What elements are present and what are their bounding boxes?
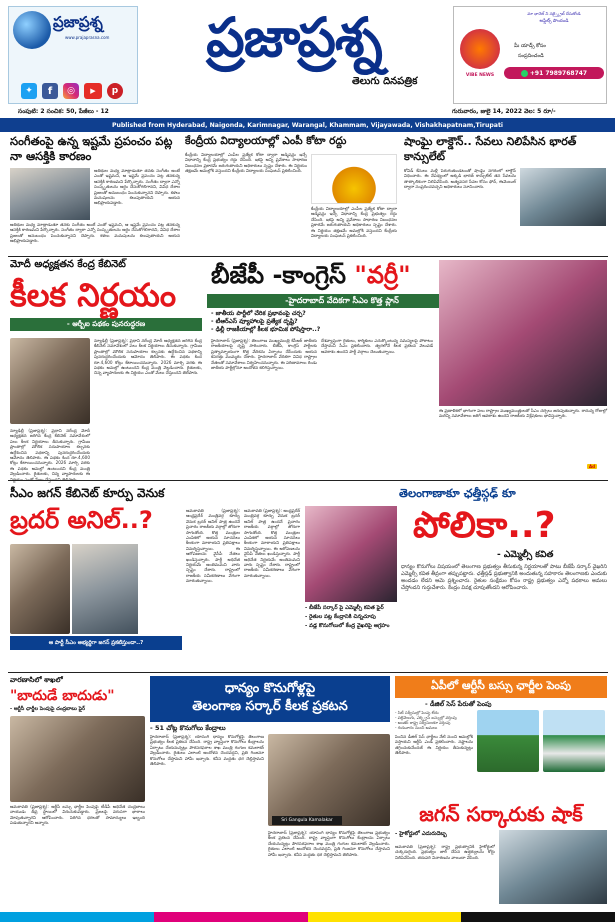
- shock-sub: - హైకోర్టులో ఎదురుదెబ్బ: [395, 831, 447, 837]
- cb-kicker: వారణాసిలో శాఖలో: [10, 676, 63, 684]
- cmyk-magenta: [154, 912, 308, 922]
- kavitha-bullet: - బీజేపీ సర్కార్ పై ఎమ్మెల్సీ కవిత ఫైర్: [305, 605, 384, 611]
- lead-title-left: బీజేపీ -కాంగ్రెస్: [211, 261, 346, 289]
- kavitha-bullet: - వడ్ల కొనుగోలులో కేంద్ర వైఖరిపై ఆగ్రహం: [305, 623, 390, 629]
- grain-name-tag: [272, 816, 342, 825]
- kavitha-kicker: తెలంగాణాకూ ఛత్తీస్గఢ్ కూ: [399, 486, 516, 500]
- jagan-photo-2: [72, 544, 138, 634]
- kavitha-bullet: - రైతుల పట్ల కేంద్రానికి చిన్నచూపు: [305, 614, 376, 620]
- masthead-title: ప్రజాప్రశ్న: [206, 6, 382, 69]
- story-shanghai-photo: [520, 168, 606, 226]
- story-music-photo: [10, 168, 90, 220]
- masthead-left-box: [8, 6, 138, 104]
- globe-icon: [13, 11, 51, 49]
- lead-bullet: - టీఆర్ఎస్ వ్యూహాలపై ప్రత్యేక దృష్టి?: [211, 318, 298, 325]
- cmyk-strip: [0, 912, 615, 922]
- story-kv: [185, 134, 400, 254]
- rtc-bullets: [395, 710, 473, 730]
- story-shanghai: [404, 134, 606, 254]
- cb-photo: [10, 716, 145, 802]
- cabinet-kicker: మోదీ అధ్యక్షతన కేంద్ర కేబినెట్: [10, 259, 126, 270]
- grain-body-2: హైదరాబాద్ (ప్రజాప్రశ్న): యాసంగి ధాన్యం కొనుగోళ్లపై తెలంగాణ ప్రభుత్వం కీలక ప్రకటన చేసింది. రాష్ట్ర వ్యాప్తంగా కొనుగోలు కేంద్రాలను ఏర్పాటు చేయనున్నట్లు పౌరసరఫరాల శాఖ మంత్రి గంగుల కమలాకర్ వెల్లడించారు. రైతులు ఎలాంటి ఆందోళన చెందవద్దని, ప్రతి గింజనూ కొనుగోలు చేస్తామని హామీ ఇచ్చారు. కనీస మద్దతు ధర చెల్లిస్తామని తెలిపారు.: [268, 830, 390, 857]
- divider-lower: [8, 672, 608, 673]
- bus-photo-1: [477, 710, 539, 772]
- lead-body-mid: దేశవ్యాప్తంగా రైతులు, కార్మికులు ఎదుర్కొంటున్న సమస్యలపై పోరాటం చేస్తామని సీఎం ప్రకటించారు. త్వరలోనే కీలక ప్రకటన వెలువడే అవకాశం ఉందని పార్టీ వర్గాలు చెబుతున్నాయి.: [321, 338, 433, 354]
- kavitha-body: ధాన్యం కొనుగోలు విషయంలో తెలంగాణ ప్రభుత్వం తీసుకున్న నిర్ణయాలతో పాటు బీజేపీ సర్కార్ వైఖరిని ఎమ్మెల్సీ కవిత తీవ్రంగా తప్పుపట్టారు. ఛత్తీస్గఢ్ ప్రభుత్వానికి అందుతున్న సహకారం తెలంగాణకు ఎందుకు అందడం లేదని ఆమె ప్రశ్నించారు. రైతుల సంక్షేమం కోసం రాష్ట్ర ప్రభుత్వం ఎన్నో పథకాలు అమలు చేస్తోందని గుర్తుచేశారు. కేంద్రం వివక్ష చూపుతోందని ఆరోపించారు.: [401, 564, 607, 591]
- shock-body: అమరావతి (ప్రజాప్రశ్న): రాష్ట్ర ప్రభుత్వానికి హైకోర్టులో చుక్కెదురైంది. ప్రభుత్వం జారీ చేసిన ఉత్తర్వులను కోర్టు నిలిపివేసింది. తదుపరి విచారణను వాయిదా వేసింది.: [395, 844, 495, 860]
- kavitha-byline: - ఎమ్మెల్సీ కవిత: [497, 550, 554, 560]
- logo-url: www.prajaprasna.com: [65, 35, 110, 40]
- lead-title: [211, 258, 411, 292]
- story-music-body-2: అతిథుల మధ్య మాట్లాడుతూ తనకు సంగీతం అంటే ఎంతో ఇష్టమని, ఆ ఇష్టమే ప్రపంచం పట్ల తనకున్న ఆసక్తికి కారణమని పేర్కొన్నారు. సంగీతం ద్వారా ఎన్నో సంస్కృతులను అర్థం చేసుకోగలిగానని, వివిధ దేశాల ప్రజలతో అనుబంధం పెంచుకున్నానని చెప్పారు. కళలు మనుషులను కలుపుతాయని ఆయన అభిప్రాయపడ్డారు.: [10, 222, 180, 244]
- rtc-body: పెంచిన డీజిల్ సెస్ ఛార్జీలు నేటి నుంచి అమల్లోకి వస్తాయని ఆర్టీసీ ఎండీ ప్రకటించారు. నష్టాలను తగ్గించుకునేందుకే ఈ నిర్ణయం తీసుకున్నట్లు తెలిపారు.: [395, 734, 473, 756]
- kavitha-story: [305, 484, 607, 670]
- lead-sub: -హైదరాబాద్ వేదికగా సీఎం కొత్త ప్లాన్: [285, 295, 399, 305]
- ad-line3: మీ యాడ్స్ కోసం: [514, 43, 546, 49]
- jagan-caption: ఆ పార్టీ సీఎం అభ్యర్థిగా జగన్ ప్రకటిస్తుందా..?: [48, 640, 144, 646]
- kv-logo-image: [311, 154, 397, 204]
- published-strip: [0, 118, 615, 132]
- rtc-bullet: - అంతర్ రాష్ట్ర సర్వీసులకూ వర్తింపు: [395, 720, 451, 725]
- vibe-logo-icon: [460, 29, 500, 69]
- story-music: [10, 134, 180, 254]
- lead-story: [207, 258, 607, 478]
- bus-photo-2: [543, 710, 605, 772]
- cabinet-body: న్యూఢిల్లీ (ప్రజాప్రశ్న): ప్రధాని నరేంద్ర మోదీ అధ్యక్షతన జరిగిన కేంద్ర కేబినెట్ సమావేశంలో పలు కీలక నిర్ణయాలు తీసుకున్నారు. గ్రామీణ ప్రాంతాల్లో మౌలిక సదుపాయాల కల్పనకు ఉద్దేశించిన పథకాన్ని పునరుద్ధరించేందుకు ఆమోదం తెలిపారు. ఈ పథకం కింద రూ.4,600 కోట్లు కేటాయించనున్నారు. 2026 మార్చి వరకు ఈ పథకం అమల్లో ఉంటుందని కేంద్ర మంత్రి వెల్లడించారు. రైతులకు, చిన్న వ్యాపారులకు ఈ నిర్ణయం ఎంతో మేలు చేస్తుందని తెలిపారు.: [94, 338, 202, 376]
- rtc-story: [395, 676, 607, 796]
- whatsapp-icon: [521, 70, 528, 77]
- masthead-tagline: తెలుగు దినపత్రిక: [352, 76, 418, 87]
- shock-title: జగన్ సర్కారుకు షాక్: [419, 802, 583, 826]
- jagan-title: బ్రదర్ అనిల్..?: [10, 506, 153, 534]
- lead-sub-bar: [207, 294, 477, 308]
- rtc-bullet: - పల్లెవెలుగు, ఎక్స్ప్రెస్ బస్సుల్లో వర్తింపు: [395, 715, 457, 720]
- grain-story: [150, 676, 390, 908]
- grain-body: హైదరాబాద్ (ప్రజాప్రశ్న): యాసంగి ధాన్యం కొనుగోళ్లపై తెలంగాణ ప్రభుత్వం కీలక ప్రకటన చేసింది. రాష్ట్ర వ్యాప్తంగా కొనుగోలు కేంద్రాలను ఏర్పాటు చేయనున్నట్లు పౌరసరఫరాల శాఖ మంత్రి గంగుల కమలాకర్ వెల్లడించారు. రైతులు ఎలాంటి ఆందోళన చెందవద్దని, ప్రతి గింజనూ కొనుగోలు చేస్తామని హామీ ఇచ్చారు. కనీస మద్దతు ధర చెల్లిస్తామని తెలిపారు.: [150, 734, 264, 767]
- cmyk-black: [461, 912, 615, 922]
- story-kv-body-2: కేంద్రీయ విద్యాలయాల్లో ఎంపీల ప్రత్యేక కోటా ద్వారా అడ్మిషన్లు ఇచ్చే విధానాన్ని కేంద్ర ప్రభుత్వం రద్దు చేసింది. ఇకపై అన్ని ప్రవేశాలు సాధారణ నిబంధనల ప్రకారమే జరుగుతాయని అధికారులు స్పష్టం చేశారు. ఈ నిర్ణయం తక్షణమే అమల్లోకి వస్తుందని కేంద్రీయ విద్యాలయ సంఘటన్ ప్రకటించింది.: [311, 206, 397, 239]
- instagram-icon[interactable]: ◎: [63, 83, 79, 99]
- cmyk-yellow: [308, 912, 462, 922]
- facebook-icon[interactable]: f: [42, 83, 58, 99]
- masthead-ad: [453, 6, 607, 104]
- ad-line2: అప్డేట్స్ పొందండి: [539, 19, 569, 24]
- ad-line1: మా ఛానెల్ ని సబ్స్క్రైబ్ చేసుకోండి: [527, 11, 581, 16]
- divider-top: [8, 256, 608, 257]
- story-kv-body: కేంద్రీయ విద్యాలయాల్లో ఎంపీల ప్రత్యేక కోటా ద్వారా అడ్మిషన్లు ఇచ్చే విధానాన్ని కేంద్ర ప్రభుత్వం రద్దు చేసింది. ఇకపై అన్ని ప్రవేశాలు సాధారణ నిబంధనల ప్రకారమే జరుగుతాయని అధికారులు స్పష్టం చేశారు. ఈ నిర్ణయం తక్షణమే అమల్లోకి వస్తుందని కేంద్రీయ విద్యాలయ సంఘటన్ ప్రకటించింది.: [185, 152, 307, 174]
- lead-photo: [439, 260, 607, 406]
- cb-body: అమరావతి (ప్రజాప్రశ్న): ఆర్టీసీ బస్సు ఛార్జీల పెంపుపై టీడీపీ అధినేత చంద్రబాబు నాయుడు తీవ్ర స్థాయిలో విరుచుకుపడ్డారు. ప్రజలపై వరుసగా భారాలు మోపుతున్నారని ఆరోపించారు. పెరిగిన ధరలతో సామాన్యులు ఇబ్బంది పడుతున్నారని అన్నారు.: [10, 804, 145, 826]
- cb-title: "బాదుడే బాదుడు": [10, 688, 115, 704]
- grain-title: తెలంగాణ సర్కార్ కీలక ప్రకటన: [192, 699, 348, 714]
- grain-name: Sri Gangula Kamalakar: [281, 818, 333, 823]
- ad-phone-number: +91 7989768747: [529, 69, 588, 77]
- rtc-bullet: - సిటీ సర్వీసుల్లో పెంపు లేదు: [395, 710, 439, 715]
- lead-bullets: [211, 310, 381, 334]
- divider-mid: [8, 480, 608, 481]
- grain-photo: [268, 734, 390, 826]
- cabinet-photo: [10, 338, 90, 424]
- story-shanghai-body: కోవిడ్ కేసులు మళ్లీ పెరుగుతుండటంతో షాంఘై నగరంలో లాక్డౌన్ విధించారు. ఈ నేపథ్యంలో అక్కడి భారత్ కాన్సులేట్ తన సేవలను తాత్కాలికంగా నిలిపివేసింది. అత్యవసర సేవల కోసం ఫోన్, ఈమెయిల్ ద్వారా సంప్రదించవచ్చని అధికారులు సూచించారు.: [404, 168, 516, 190]
- pinterest-icon[interactable]: p: [107, 83, 123, 99]
- kavitha-bullets: [305, 604, 397, 631]
- grain-sub: - 51 చోట్ల కొనుగోలు కేంద్రాలు: [150, 724, 226, 732]
- ad-badge: Ad: [589, 464, 595, 469]
- ad-phone: [504, 67, 604, 79]
- cabinet-sub-bar: [10, 318, 202, 331]
- social-icons: [21, 83, 123, 99]
- lead-title-quote: "వర్రీ": [354, 261, 411, 289]
- jagan-photo-1: [10, 544, 70, 634]
- ad-brand: VIBE NEWS: [465, 73, 495, 78]
- jagan-story: [10, 484, 300, 670]
- grain-kicker: ధాన్యం కొనుగోళ్లపై: [224, 681, 316, 696]
- story-kv-title: కేంద్రీయ విద్యాలయాల్లో ఎంపీ కోటా రద్దు: [185, 135, 347, 147]
- rtc-bullet: - గురువారం నుంచి అమలు: [395, 725, 438, 730]
- lead-bullet: - ఢిల్లీ రాజకీయాల్లో కీలక భూమిక పోషిస్తారా..?: [211, 326, 321, 333]
- lead-body-right: ఈ ప్రణాళికలో భాగంగా పలు రాష్ట్రాల ముఖ్యమంత్రులతో సీఎం చర్చలు జరుపుతున్నారు. రానున్న రోజుల్లో మరిన్ని సమావేశాలు జరిగే అవకాశం ఉందని రాజకీయ విశ్లేషకులు భావిస్తున్నారు.: [439, 408, 608, 419]
- cabinet-story: [10, 258, 202, 478]
- story-music-body: అతిథుల మధ్య మాట్లాడుతూ తనకు సంగీతం అంటే ఎంతో ఇష్టమని, ఆ ఇష్టమే ప్రపంచం పట్ల తనకున్న ఆసక్తికి కారణమని పేర్కొన్నారు. సంగీతం ద్వారా ఎన్నో సంస్కృతులను అర్థం చేసుకోగలిగానని, వివిధ దేశాల ప్రజలతో అనుబంధం పెంచుకున్నానని చెప్పారు. కళలు మనుషులను కలుపుతాయని ఆయన అభిప్రాయపడ్డారు.: [94, 168, 180, 206]
- cmyk-cyan: [0, 912, 154, 922]
- story-shanghai-title: షాంఘై లాక్డౌన్.. సేవలు నిలిపేసిన భారత్ కాన్సులేట్: [404, 135, 577, 163]
- jagan-body: అమరావతి (ప్రజాప్రశ్న): ఆంధ్రప్రదేశ్ మంత్రివర్గ కూర్పు వెనుక బ్రదర్ అనిల్ పాత్ర ఉందనే ప్రచారం రాజకీయ వర్గాల్లో జోరుగా సాగుతోంది. కొత్త మంత్రుల ఎంపికలో ఆయన సూచనలు కీలకంగా మారాయని ప్రతిపక్షాలు విమర్శిస్తున్నాయి. ఈ ఆరోపణలను వైసీపీ నేతలు ఖండిస్తున్నారు. పార్టీ అధినేత నిర్ణయమే అంతిమమని వారు స్పష్టం చేశారు. రాష్ట్రంలో రాజకీయ సమీకరణాలు వేగంగా మారుతున్నాయి.: [186, 508, 240, 584]
- jagan-body-2: అమరావతి (ప్రజాప్రశ్న): ఆంధ్రప్రదేశ్ మంత్రివర్గ కూర్పు వెనుక బ్రదర్ అనిల్ పాత్ర ఉందనే ప్రచారం రాజకీయ వర్గాల్లో జోరుగా సాగుతోంది. కొత్త మంత్రుల ఎంపికలో ఆయన సూచనలు కీలకంగా మారాయని ప్రతిపక్షాలు విమర్శిస్తున్నాయి. ఈ ఆరోపణలను వైసీపీ నేతలు ఖండిస్తున్నారు. పార్టీ అధినేత నిర్ణయమే అంతిమమని వారు స్పష్టం చేశారు. రాష్ట్రంలో రాజకీయ సమీకరణాలు వేగంగా మారుతున్నాయి.: [244, 508, 300, 578]
- published-from: Published from Hyderabad, Naigonda, Karimnagar, Warangal, Khammam, Vijayawada, Vishakhapatnam,Tirupati: [111, 121, 504, 129]
- cabinet-title: కీలక నిర్ణయం: [10, 276, 177, 314]
- rtc-header: [395, 676, 607, 698]
- twitter-icon[interactable]: ✦: [21, 83, 37, 99]
- shock-story: [395, 800, 607, 908]
- story-music-title: సంగీతంపై ఉన్న ఇష్టమే ప్రపంచం పట్ల నా ఆసక్తికి కారణం: [10, 134, 173, 163]
- youtube-icon[interactable]: ▶: [84, 83, 102, 99]
- kavitha-photo: [305, 506, 397, 602]
- kavitha-title: పోలికా..?: [413, 505, 556, 546]
- cb-sub: - ఆర్టీసీ ఛార్జీల పెంపుపై చంద్రబాబు ఫైర్: [10, 706, 86, 712]
- jagan-kicker: సీఎం జగన్ కేబినెట్ కూర్పు వెనుక: [10, 486, 165, 500]
- rtc-sub: - డీజిల్ సెస్ పేరుతో పెంపు: [425, 700, 492, 708]
- shock-photo: [499, 830, 607, 904]
- ad-line4: సంప్రదించండి: [518, 53, 544, 59]
- date-line: గురువారం, జులై 14, 2022 వెల: 5 రూ/-: [452, 108, 556, 115]
- grain-header: [150, 676, 390, 722]
- chandrababu-story: [10, 676, 145, 908]
- cabinet-sub: - ఆర్బీఐ పథకం పునరుద్ధరణ: [66, 319, 146, 328]
- edition-info: సంపుటి: 2 సంచిక: 50, పేజీలు - 12: [18, 108, 109, 115]
- lead-bullet: - జాతీయ పార్టీలో చేరిక ప్రభావంపై చర్చ?: [211, 310, 306, 317]
- lead-body-left: హైదరాబాద్ (ప్రజాప్రశ్న): తెలంగాణ ముఖ్యమంత్రి కేసీఆర్ జాతీయ రాజకీయాలపై దృష్టి సారించారు. బీజేపీ, కాంగ్రెస్ పార్టీలకు ప్రత్యామ్నాయంగా కొత్త వేదికను ఏర్పాటు చేసేందుకు ఆయన కసరత్తు ముమ్మరం చేశారు. హైదరాబాద్ వేదికగా వివిధ రాష్ట్రాల నేతలతో సమావేశాలు నిర్వహించనున్నారు. ఈ పరిణామాలు రెండు జాతీయ పార్టీల్లోనూ ఆందోళన కలిగిస్తున్నాయి.: [211, 338, 317, 371]
- rtc-title: ఏపీలో ఆర్టీసీ బస్సు ఛార్జీల పెంపు: [431, 679, 571, 692]
- cabinet-body-2: న్యూఢిల్లీ (ప్రజాప్రశ్న): ప్రధాని నరేంద్ర మోదీ అధ్యక్షతన జరిగిన కేంద్ర కేబినెట్ సమావేశంలో పలు కీలక నిర్ణయాలు తీసుకున్నారు. గ్రామీణ ప్రాంతాల్లో మౌలిక సదుపాయాల కల్పనకు ఉద్దేశించిన పథకాన్ని పునరుద్ధరించేందుకు ఆమోదం తెలిపారు. ఈ పథకం కింద రూ.4,600 కోట్లు కేటాయించనున్నారు. 2026 మార్చి వరకు ఈ పథకం అమల్లో ఉంటుందని కేంద్ర మంత్రి వెల్లడించారు. రైతులకు, చిన్న వ్యాపారులకు ఈ: [10, 428, 90, 477]
- jagan-caption-bar: [10, 636, 182, 650]
- small-logo: ప్రజాప్రశ్న: [53, 13, 103, 31]
